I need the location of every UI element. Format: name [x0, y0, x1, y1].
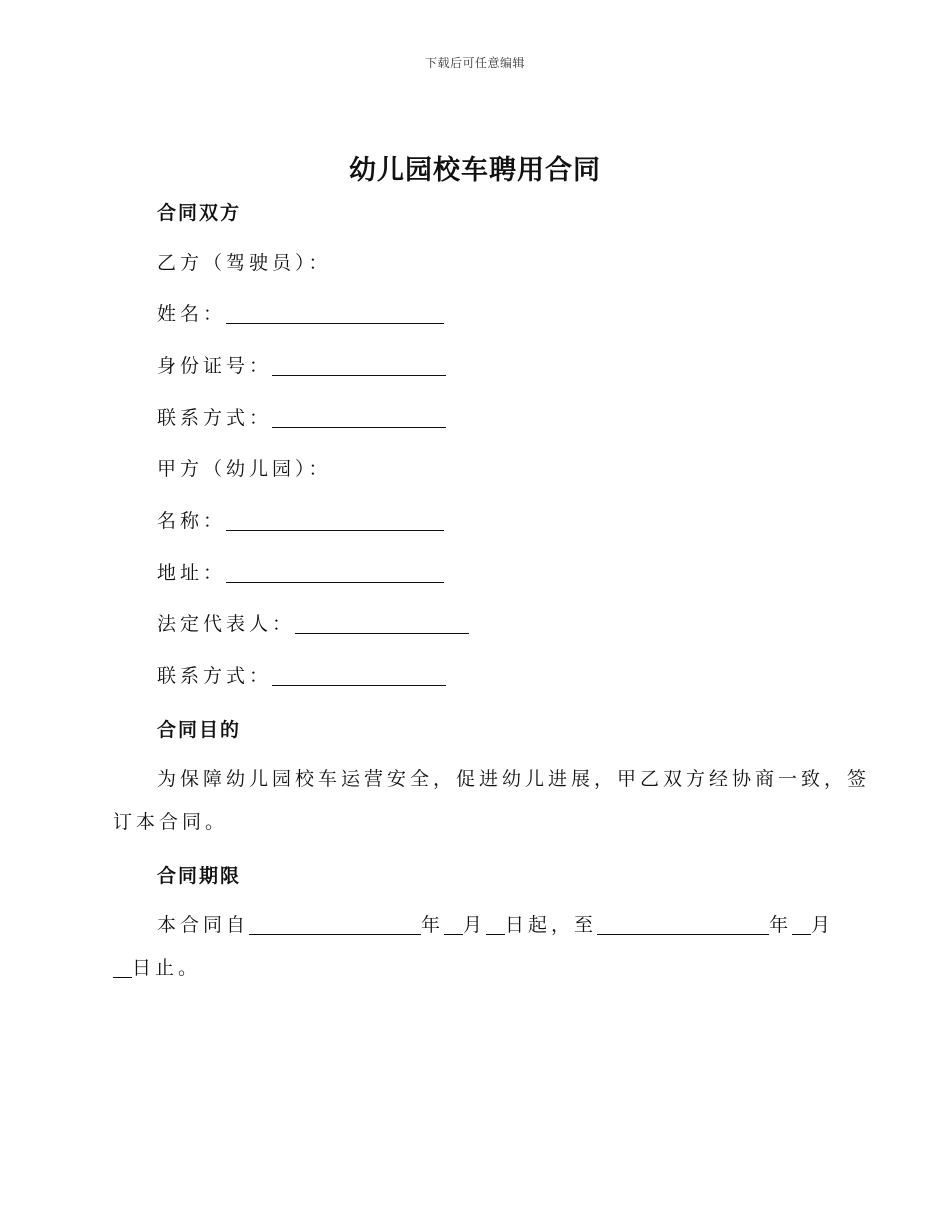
- party-b-contact-label: 联系方式：: [157, 407, 273, 429]
- party-a-contact-blank[interactable]: [272, 665, 446, 686]
- purpose-line-2: 订本合同。: [113, 811, 229, 833]
- party-a-name-label: 名称：: [157, 510, 227, 532]
- party-a-name-row: [157, 509, 444, 533]
- party-a-address-label: 地址：: [157, 562, 227, 584]
- party-b-contact-blank[interactable]: [272, 407, 446, 428]
- term-end-suffix: 日止。: [132, 957, 202, 979]
- end-year-blank[interactable]: [597, 914, 769, 935]
- party-b-id-row: [157, 354, 446, 378]
- section-heading-parties: 合同双方: [157, 202, 242, 224]
- start-month-blank[interactable]: [444, 914, 463, 935]
- party-a-address-row: [157, 561, 444, 585]
- party-b-id-label: 身份证号：: [157, 355, 273, 377]
- party-b-name-label: 姓名：: [157, 303, 227, 325]
- party-b-name-blank[interactable]: [226, 303, 444, 324]
- end-month-blank[interactable]: [792, 914, 811, 935]
- term-year-label-1: 年: [421, 914, 445, 936]
- party-a-rep-row: [157, 612, 469, 636]
- start-year-blank[interactable]: [249, 914, 421, 935]
- party-a-contact-row: [157, 664, 446, 688]
- party-b-heading-text: 乙方（驾驶员）：: [157, 252, 332, 274]
- party-a-heading: [157, 457, 332, 481]
- party-a-heading-text: 甲方（幼儿园）：: [157, 458, 332, 480]
- party-b-id-blank[interactable]: [272, 355, 446, 376]
- party-a-name-blank[interactable]: [226, 510, 444, 531]
- party-a-contact-label: 联系方式：: [157, 665, 273, 687]
- end-day-blank[interactable]: [113, 957, 132, 978]
- party-b-name-row: [157, 302, 444, 326]
- term-month-label-2: 月: [811, 914, 835, 936]
- term-line-2: [113, 956, 201, 980]
- section-heading-term: 合同期限: [157, 865, 242, 887]
- start-day-blank[interactable]: [486, 914, 505, 935]
- term-year-label-2: 年: [769, 914, 793, 936]
- document-title: 幼儿园校车聘用合同: [349, 155, 601, 186]
- party-a-rep-blank[interactable]: [295, 613, 469, 634]
- section-heading-purpose: 合同目的: [157, 719, 242, 741]
- term-start-prefix: 本合同自: [157, 914, 250, 936]
- party-a-address-blank[interactable]: [226, 562, 444, 583]
- party-b-contact-row: [157, 406, 446, 430]
- purpose-line-1: 为保障幼儿园校车运营安全，促进幼儿进展，甲乙双方经协商一致，签: [157, 768, 871, 790]
- term-month-label-1: 月: [463, 914, 487, 936]
- term-day-suffix-1: 日起，至: [505, 914, 598, 936]
- party-b-heading: [157, 251, 332, 275]
- term-line-1: [157, 913, 834, 937]
- header-note: 下载后可任意编辑: [424, 56, 525, 70]
- party-a-rep-label: 法定代表人：: [157, 613, 296, 635]
